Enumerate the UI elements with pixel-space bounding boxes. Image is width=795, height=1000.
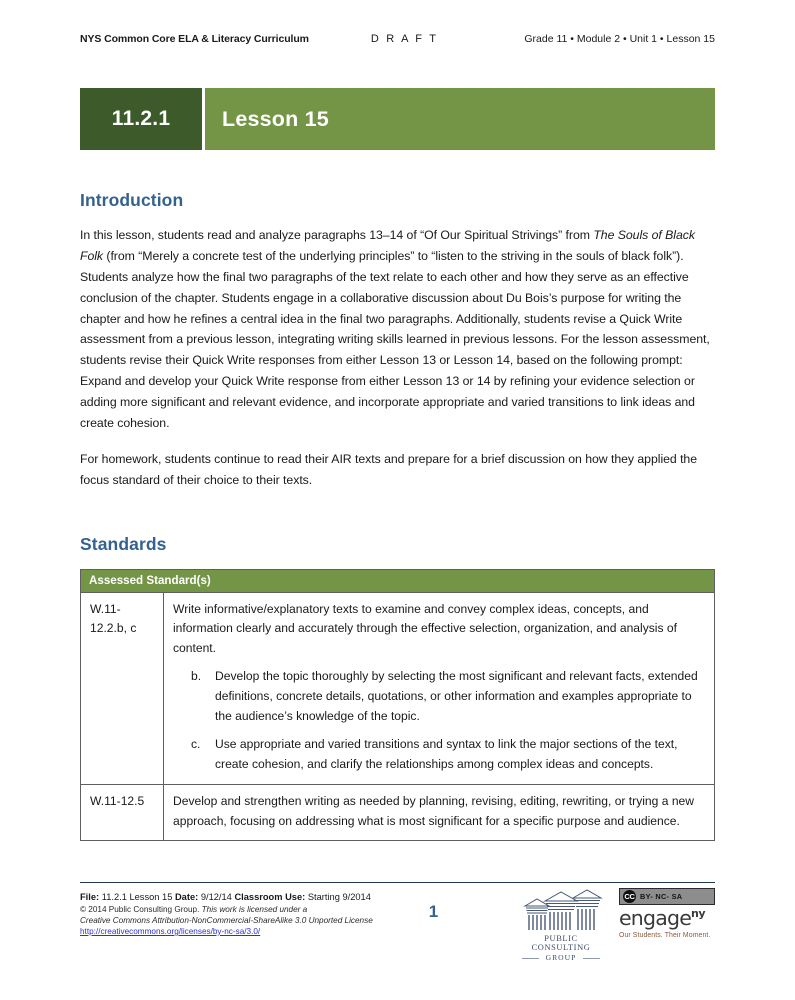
standard-code: W.11-12.5 [81,785,164,841]
file-label: File: [80,892,100,902]
engageny-wordmark [619,908,715,929]
book-title-italic: The Souls of Black Folk [80,228,695,263]
table-row [81,785,715,841]
pcg-columns-icon [517,888,605,934]
cc-icon: CC [624,892,635,901]
assessed-standards-header: Assessed Standard(s) [81,569,715,592]
standards-table [80,569,715,842]
pcg-name-line-2: GROUP [517,953,605,962]
license-url-link[interactable]: http://creativecommons.org/licenses/by-nc-sa/3.0/ [80,927,261,936]
file-value: 11.2.1 Lesson 15 [101,892,173,902]
date-label: Date: [174,892,199,902]
footer-file-info [80,892,380,936]
standard-description: Develop and strengthen writing as needed by planning, revising, editing, rewriting, or trying a new approach, focusing on addressing what is most significant for a specific purpose and audience. [164,785,715,841]
standard-code: W.11-12.2.b, c [81,592,164,785]
ny-superscript: ny [691,907,706,921]
standard-description [164,592,715,785]
subitem-text: Use appropriate and varied transitions and syntax to link the major sections of the text, create cohesion, and clarify the relationships among complex ideas and concepts. [215,737,678,771]
list-item [173,735,705,774]
table-row [81,592,715,785]
license-line-2 [80,916,380,925]
lesson-banner [80,88,715,150]
list-item [173,667,705,726]
curriculum-name: NYS Common Core ELA & Literacy Curriculum [80,33,309,45]
standard-description-text: Write informative/explanatory texts to examine and convey complex ideas, concepts, and information clearly and accurately through the effective selection, organization, and analysis of content. [173,601,677,655]
copyright-text: © 2014 Public Consulting Group. [80,905,202,914]
lesson-title: Lesson 15 [205,88,715,150]
subitem-text: Develop the topic thoroughly by selecting the most significant and relevant facts, extended definitions, concrete details, quotations, or other information and examples appropriate to the audience’s knowledge of the topic. [215,669,698,723]
table-header-row [81,569,715,592]
intro-text-part-2: (from “Merely a concrete test of the underlying principles” to “listen to the striving in the souls of black folk”). Students analyze how the final two paragraphs of the text relate to each other and how they serve as an effective conclusion of the chapter. Students engage in a collaborative discussion about Du Bois’s purpose for writing the chapter and how he refines a central idea in the final two paragraphs. Additionally, students revise a Quick Write assessment from a previous lesson, integrating writing skills learned in previous lessons. For the lesson assessment, students revise their Quick Write responses from either Lesson 13 or Lesson 14, based on the following prompt: Expand and develop your Quick Write response from either Lesson 13 or 14 by refining your evidence selection or adding more significant and relevant evidence, and incorporate appropriate and varied transitions to link ideas and create cohesion. [80,248,710,431]
draft-watermark: D R A F T [370,33,439,45]
engageny-logo-block [619,888,715,939]
running-header [80,0,715,45]
introduction-paragraph-1 [80,225,715,434]
cc-license-terms: BY- NC- SA [640,892,683,901]
license-text-line-1: This work is licensed under a [201,905,308,914]
file-line [80,892,380,902]
standard-subitems [173,667,705,774]
introduction-paragraph-2: For homework, students continue to read their AIR texts and prepare for a brief discussion on how they applied the focus standard of their choice to their texts. [80,451,698,487]
classroom-use-label: Classroom Use: [234,892,306,902]
public-consulting-group-logo [517,888,605,962]
classroom-use-value: Starting 9/2014 [307,892,371,902]
date-value: 9/12/14 [200,892,232,902]
copyright-line [80,905,380,914]
lesson-locator: Grade 11 • Module 2 • Unit 1 • Lesson 15 [524,33,715,45]
license-text-line-2: Creative Commons Attribution-NonCommercial-ShareAlike 3.0 Unported License [80,916,373,925]
introduction-heading: Introduction [80,190,184,210]
footer-logos [517,888,715,962]
page-footer [80,882,715,962]
page-number: 1 [428,902,439,921]
intro-text-part-1: In this lesson, students read and analyze paragraphs 13–14 of “Of Our Spiritual Strivings” from [80,228,594,242]
footer-divider [80,882,715,883]
standards-heading: Standards [80,533,167,554]
engageny-tagline: Our Students. Their Moment. [619,931,711,939]
creative-commons-badge [619,888,715,905]
pcg-name-line-1: PUBLIC CONSULTING [531,934,591,952]
subitem-marker: b. [191,669,202,684]
subitem-marker: c. [191,737,201,752]
engage-text: engage [619,906,692,930]
module-code: 11.2.1 [80,88,202,150]
